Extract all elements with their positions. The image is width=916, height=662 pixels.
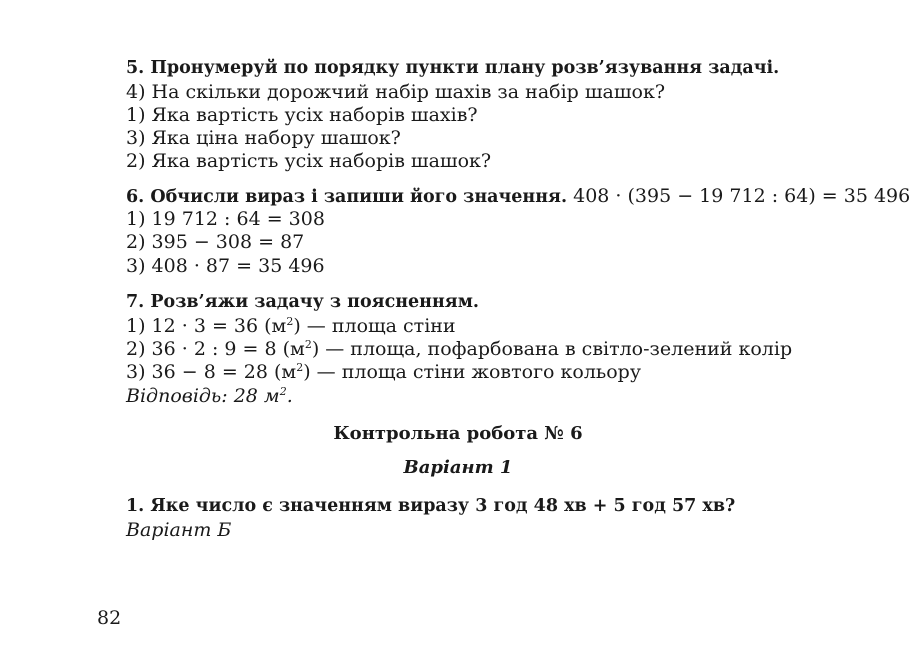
task6-header-row bbox=[126, 184, 910, 209]
superscript: 2 bbox=[279, 385, 287, 398]
task5-item: 4) На скільки дорожчий набір шахів за набір шашок? bbox=[126, 81, 666, 103]
superscript: 2 bbox=[286, 315, 294, 328]
task7-heading: 7. Розв’яжи задачу з поясненням. bbox=[126, 292, 480, 312]
superscript: 2 bbox=[304, 338, 312, 351]
superscript: 2 bbox=[296, 361, 304, 374]
task5-heading: 5. Пронумеруй по порядку пункти плану розв’язування задачі. bbox=[126, 58, 780, 78]
step-text: ) — площа стіни жовтого кольору bbox=[303, 361, 642, 383]
step-text: 1) 12 · 3 = 36 (м bbox=[126, 315, 287, 337]
task7-step bbox=[126, 314, 456, 338]
task6-step: 1) 19 712 : 64 = 308 bbox=[126, 208, 325, 230]
answer-text: . bbox=[286, 385, 293, 407]
step-text: 3) 36 − 8 = 28 (м bbox=[126, 361, 297, 383]
task5-item: 1) Яка вартість усіх наборів шахів? bbox=[126, 104, 478, 126]
test-title: Контрольна робота № 6 bbox=[333, 423, 583, 444]
page-number: 82 bbox=[97, 607, 122, 629]
answer-text: Відповідь: 28 м bbox=[126, 385, 280, 407]
task7-answer bbox=[126, 384, 293, 408]
step-text: 2) 36 · 2 : 9 = 8 (м bbox=[126, 338, 305, 360]
test-question: 1. Яке число є значенням виразу 3 год 48 хв + 5 год 57 хв? bbox=[126, 496, 736, 516]
task6-heading: 6. Обчисли вираз і запиши його значення. bbox=[126, 187, 568, 207]
step-text: ) — площа, пофарбована в світло-зелений колір bbox=[311, 338, 793, 360]
test-variant: Варіант 1 bbox=[403, 457, 513, 478]
task6-expression: 408 · (395 − 19 712 : 64) = 35 496 bbox=[573, 185, 911, 207]
task6-step: 2) 395 − 308 = 87 bbox=[126, 231, 305, 253]
task7-step bbox=[126, 360, 641, 384]
step-text: ) — площа стіни bbox=[293, 315, 456, 337]
task5-item: 3) Яка ціна набору шашок? bbox=[126, 127, 401, 149]
task6-step: 3) 408 · 87 = 35 496 bbox=[126, 255, 325, 277]
test-answer: Варіант Б bbox=[126, 519, 232, 541]
task5-item: 2) Яка вартість усіх наборів шашок? bbox=[126, 150, 492, 172]
task7-step bbox=[126, 337, 792, 361]
